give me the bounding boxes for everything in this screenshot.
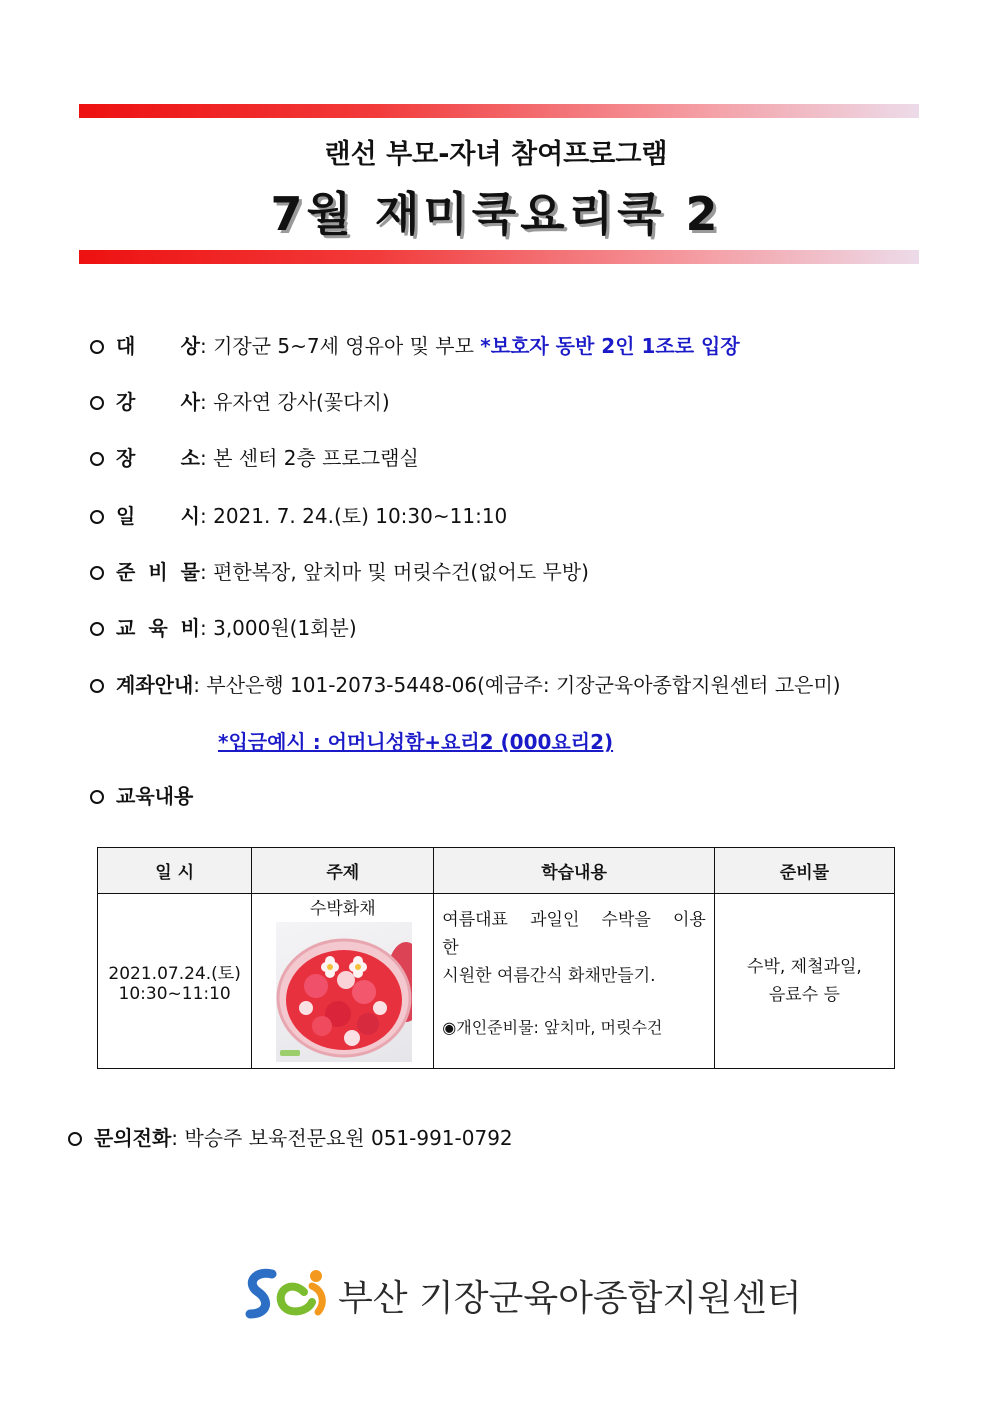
info-value: : 본 센터 2층 프로그램실 <box>200 446 419 470</box>
circle-bullet-icon <box>90 340 104 354</box>
circle-bullet-icon <box>68 1132 82 1146</box>
watermelon-punch-photo <box>276 922 412 1062</box>
info-label: 준 비 물 <box>116 560 200 584</box>
info-row-supplies <box>90 558 589 586</box>
time-line: 10:30~11:10 <box>118 983 231 1004</box>
date-line: 2021.07.24.(토) <box>108 963 241 984</box>
cell-topic <box>252 894 434 1069</box>
info-label: 교 육 비 <box>116 616 200 640</box>
header-supplies: 준비물 <box>714 848 894 894</box>
info-value: : 3,000원(1회분) <box>200 616 357 640</box>
header-datetime: 일 시 <box>98 848 252 894</box>
info-value: : 기장군 5~7세 영유아 및 부모 <box>200 334 481 358</box>
info-row-datetime <box>90 502 507 530</box>
top-decorative-band <box>79 104 919 118</box>
contact-value: : 박승주 보육전문요원 051-991-0792 <box>171 1126 513 1150</box>
header-content: 학습내용 <box>434 848 715 894</box>
edu-heading-row <box>90 782 193 810</box>
info-value: : 부산은행 101-2073-5448-06(예금주: 기장군육아종합지원센터 고은미) <box>193 673 841 697</box>
page-title: 7월 재미쿡요리쿡 2 <box>270 187 722 241</box>
table-header-row <box>98 848 895 894</box>
page-subtitle: 랜선 부모-자녀 참여프로그램 <box>324 139 668 170</box>
center-logo-text: 부산 기장군육아종합지원센터 <box>338 1278 802 1319</box>
table-row <box>98 894 895 1069</box>
circle-bullet-icon <box>90 622 104 636</box>
content-line: 시원한 여름간식 화채만들기. <box>442 966 656 986</box>
center-logo-icon <box>242 1262 334 1326</box>
cell-supplies <box>714 894 894 1069</box>
contact-row <box>68 1124 513 1152</box>
topic-label: 수박화채 <box>309 899 376 919</box>
circle-bullet-icon <box>90 679 104 693</box>
info-label: 계좌안내 <box>116 673 194 697</box>
content-line: 한 <box>442 938 459 958</box>
info-value: : 2021. 7. 24.(토) 10:30~11:10 <box>200 504 508 528</box>
info-value: : 편한복장, 앞치마 및 머릿수건(없어도 무방) <box>200 560 589 584</box>
bottom-decorative-band <box>79 250 919 264</box>
info-label: 장 소 <box>116 446 200 470</box>
edu-heading: 교육내용 <box>116 784 194 808</box>
center-logo <box>242 1262 802 1326</box>
circle-bullet-icon <box>90 510 104 524</box>
circle-bullet-icon <box>90 566 104 580</box>
content-line: 여름대표 과일인 수박을 이용 <box>442 910 706 930</box>
contact-label: 문의전화 <box>94 1126 172 1150</box>
header-topic: 주제 <box>252 848 434 894</box>
info-row-target <box>90 332 740 360</box>
info-value: : 유자연 강사(꽃다지) <box>200 390 390 414</box>
info-row-account <box>90 671 841 699</box>
content-personal-supplies: ◉개인준비물: 앞치마, 머릿수건 <box>442 1018 663 1037</box>
supplies-line: 수박, 제철과일, <box>747 957 862 977</box>
info-label: 강 사 <box>116 390 200 414</box>
info-row-instructor <box>90 388 390 416</box>
circle-bullet-icon <box>90 452 104 466</box>
info-label: 대 상 <box>116 334 200 358</box>
cell-content <box>434 894 715 1069</box>
info-row-place <box>90 444 419 472</box>
info-note: *보호자 동반 2인 1조로 입장 <box>480 334 740 358</box>
cell-datetime <box>98 894 252 1069</box>
supplies-line: 음료수 등 <box>768 985 840 1005</box>
education-table <box>97 847 895 1069</box>
info-label: 일 시 <box>116 504 200 528</box>
info-row-fee <box>90 614 357 642</box>
deposit-example: *입금예시 : 어머니성함+요리2 (000요리2) <box>218 730 614 754</box>
circle-bullet-icon <box>90 790 104 804</box>
circle-bullet-icon <box>90 396 104 410</box>
